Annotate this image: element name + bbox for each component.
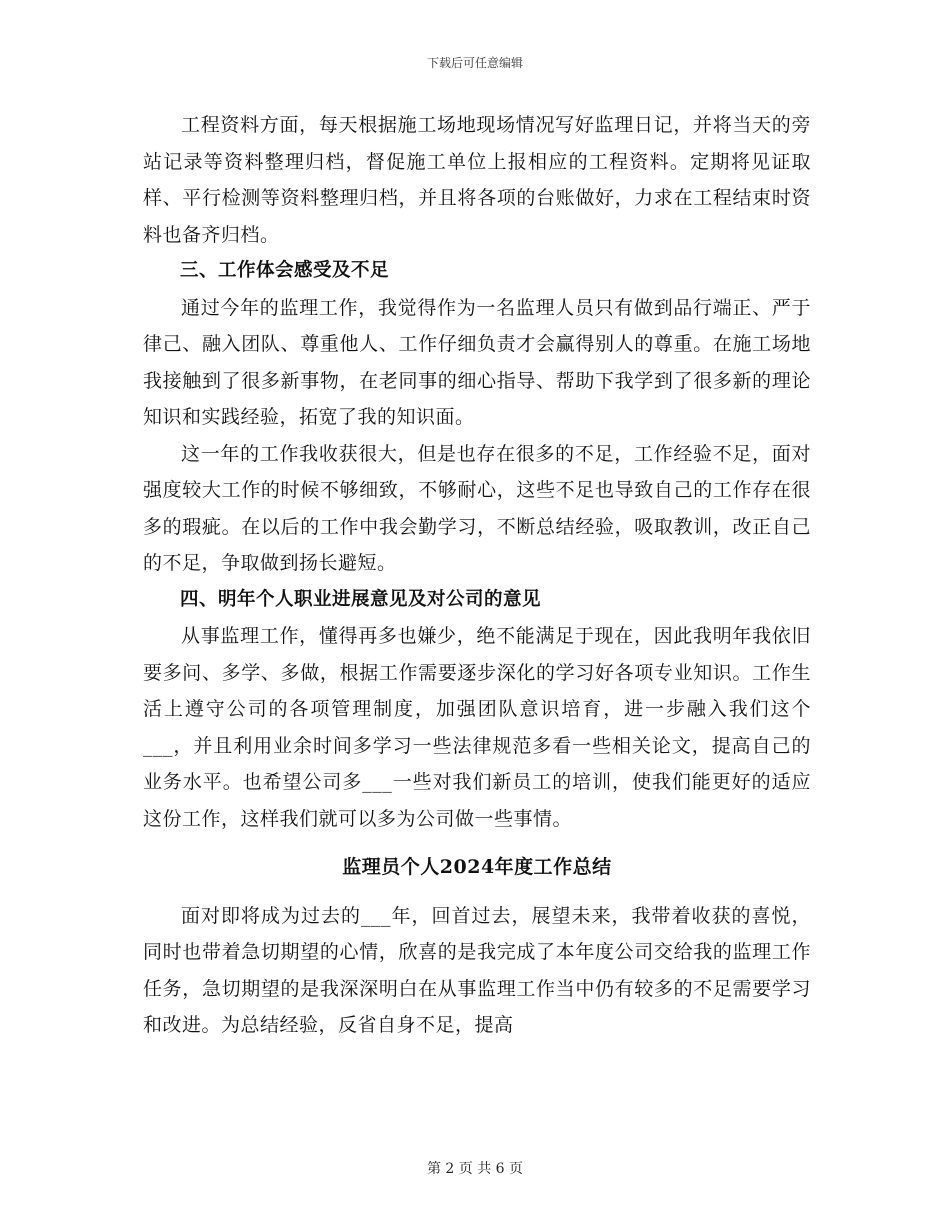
page-header: 下载后可任意编辑 [426, 56, 523, 70]
paragraph-next-year: 从事监理工作，懂得再多也嫌少，绝不能满足于现在，因此我明年我依旧要多问、多学、多做，根据工作需要逐步深化的学习好各项专业知识。工作生活上遵守公司的各项管理制度，加强团队意识培育，进一步融入我们这个___，并且利用业余时间多学习一些法律规范多看一些相关论文，提高自己的业务水平。也希望公司多___一些对我们新员工的培训，使我们能更好的适应这份工作，这样我们就可以多为公司做一些事情。 [143, 625, 811, 830]
paragraph-shortcomings: 这一年的工作我收获很大，但是也存在很多的不足，工作经验不足，面对强度较大工作的时候不够细致，不够耐心，这些不足也导致自己的工作存在很多的瑕疵。在以后的工作中我会勤学习，不断总结经验，吸取教训，改正自己的不足，争取做到扬长避短。 [143, 442, 811, 574]
paragraph-experience: 通过今年的监理工作，我觉得作为一名监理人员只有做到品行端正、严于律己、融入团队、尊重他人、工作仔细负责才会赢得别人的尊重。在施工场地我接触到了很多新事物，在老同事的细心指导、帮助下我学到了很多新的理论知识和实践经验，拓宽了我的知识面。 [143, 296, 811, 428]
document-body [143, 107, 811, 1044]
document-title: 监理员个人2024年度工作总结 [342, 856, 612, 878]
paragraph-intro: 面对即将成为过去的___年，回首过去，展望未来，我带着收获的喜悦，同时也带着急切期望的心情，欣喜的是我完成了本年度公司交给我的监理工作任务，急切期望的是我深深明白在从事监理工作当中仍有较多的不足需要学习和改进。为总结经验，反省自身不足，提高 [143, 904, 811, 1036]
paragraph-engineering-data: 工程资料方面，每天根据施工场地现场情况写好监理日记，并将当天的旁站记录等资料整理归档，督促施工单位上报相应的工程资料。定期将见证取样、平行检测等资料整理归档，并且将各项的台账做好，力求在工程结束时资料也备齐归档。 [143, 114, 811, 246]
page-number-footer: 第 2 页 共 6 页 [426, 1161, 524, 1177]
section-heading-next-year: 四、明年个人职业进展意见及对公司的意见 [180, 588, 542, 610]
section-heading-experience: 三、工作体会感受及不足 [180, 260, 390, 281]
